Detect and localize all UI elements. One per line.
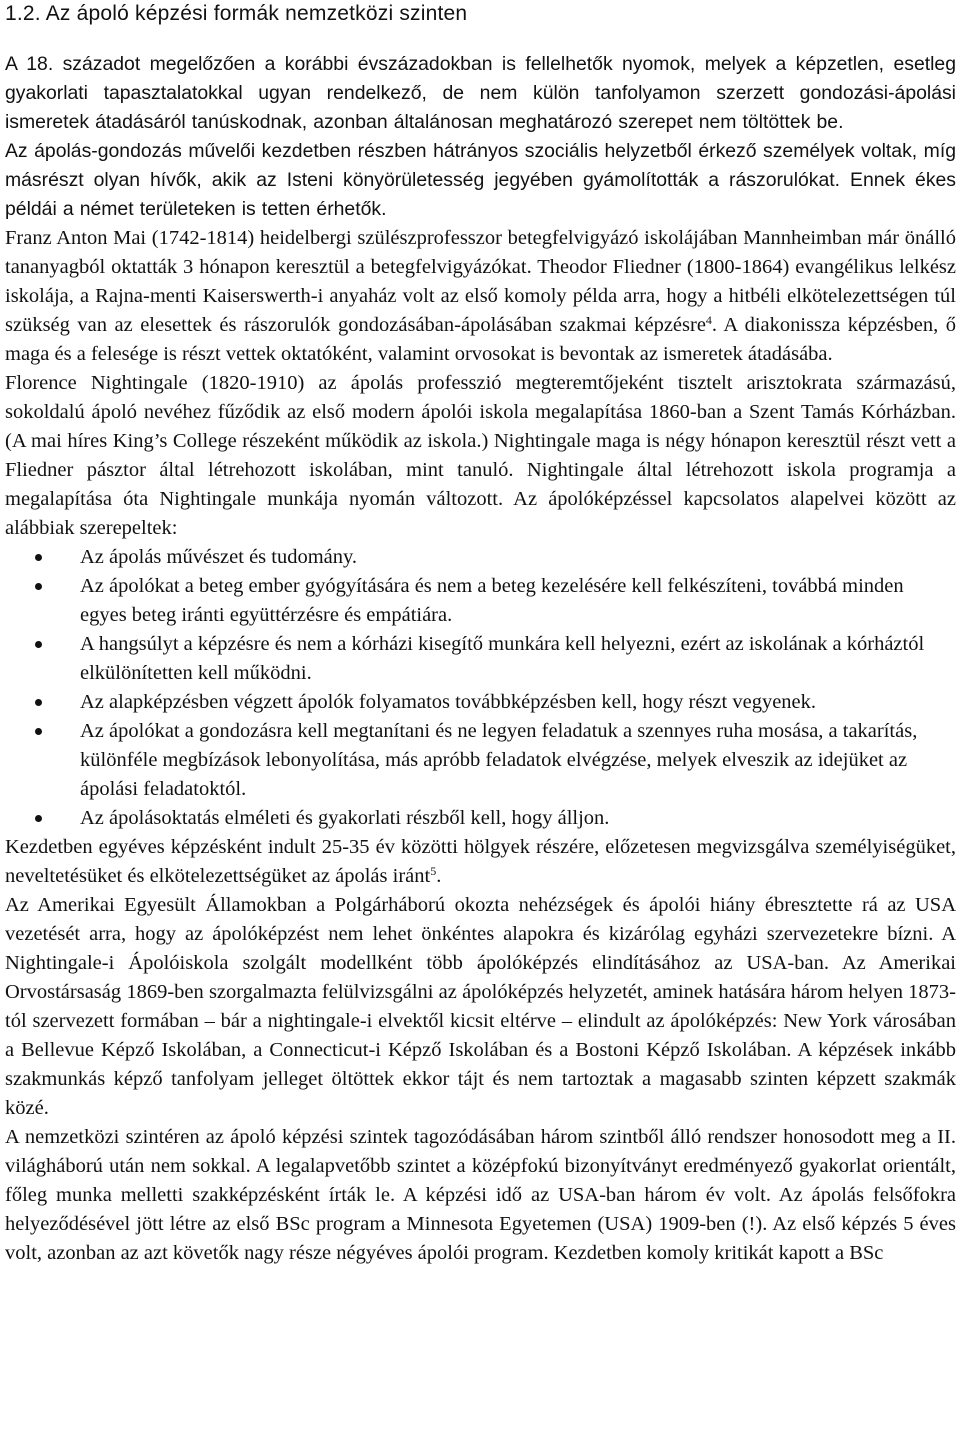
bullet-icon (35, 815, 42, 822)
principles-list (5, 543, 956, 833)
text-run: Franz Anton Mai (1742-1814) heidelbergi szülészprofesszor betegfelvigyázó iskolájában Mannheimban már önálló tananyagból oktatták 3 hónapon keresztül a betegfelvigyázókat. Theodor Fliedner (1800-1864) evangélikus lelkész iskolája, a Rajna-menti Kaiserswerth-i anyaház volt az első komoly példa arra, hogy a hitbéli elkötelezettségen túl szükség van az elesettek és rászorulók gondozásában-ápolásában szakmai képzésre (5, 227, 956, 336)
bullet-icon (35, 641, 42, 648)
bullet-icon (35, 554, 42, 561)
list-item (5, 572, 956, 630)
list-item-text: Az ápolókat a beteg ember gyógyítására és nem a beteg kezelésére kell felkészíteni, továbbá minden egyes beteg iránti együttérzésre és empátiára. (80, 575, 904, 626)
paragraph-international-levels: A nemzetközi szintéren az ápoló képzési szintek tagozódásában három szintből álló rendszer honosodott meg a II. világháború után nem sokkal. A legalapvetőbb szintet a középfokú bizonyítványt eredményező gyakorlat orientált, főleg munka melletti szakképzésként írták le. A képzési idő az USA-ban három év volt. Az ápolás felsőfokra helyeződésével jött létre az első BSc program a Minnesota Egyetemen (USA) 1909-ben (!). Az első képzés 5 éves volt, azonban az azt követők nagy része négyéves ápolói program. Kezdetben komoly kritikát kapott a BSc (5, 1126, 956, 1264)
text-run: . A diakonissza képzésben, ő maga és a felesége is részt vettek oktatóként, valamint orvosokat is bevontak az ismeretek átadásába. (5, 314, 956, 365)
list-item (5, 717, 956, 804)
bullet-icon (35, 728, 42, 735)
paragraph-caregivers: Az ápolás-gondozás művelői kezdetben részben hátrányos szociális helyzetből érkező személyek voltak, míg másrészt olyan hívők, akik az Isteni könyörületesség jegyében gyámolították a rászorulókat. Ennek ékes példái a német területeken is tetten érhetők. (5, 140, 956, 220)
list-item-text: Az ápolókat a gondozásra kell megtanítani és ne legyen feladatuk a szennyes ruha mosása, a takarítás, különféle megbízások lebonyolítása, más apróbb feladatok elvégzése, melyek elveszik az idejüket az ápolási feladatoktól. (80, 720, 918, 800)
paragraph-early-schools (5, 224, 956, 369)
paragraph-first-course (5, 833, 956, 891)
list-item (5, 630, 956, 688)
section-heading: 1.2. Az ápoló képzési formák nemzetközi szinten (5, 2, 468, 25)
list-item (5, 688, 956, 717)
list-item-text: Az ápolásoktatás elméleti és gyakorlati részből kell, hogy álljon. (80, 807, 610, 829)
list-item (5, 804, 956, 833)
text-run: . (436, 865, 442, 887)
footnote-ref-4: 4 (705, 313, 712, 327)
list-item-text: A hangsúlyt a képzésre és nem a kórházi kisegítő munkára kell helyezni, ezért az iskolának a kórháztól elkülönítetten kell működni. (80, 633, 925, 684)
bullet-icon (35, 583, 42, 590)
list-item (5, 543, 956, 572)
paragraph-usa: Az Amerikai Egyesült Államokban a Polgárháború okozta nehézségek és ápolói hiány ébresztette rá az USA vezetését arra, hogy az ápolóképzést nem lehet önkéntes alapokra és kizárólag egyházi szervezetekre bízni. A Nightingale-i Ápolóiskola szolgált modellként több ápolóképzés elindításához az USA-ban. Az Amerikai Orvostársaság 1869-ben szorgalmazta felülvizsgálni az ápolóképzés helyzetét, aminek hatására három helyen 1873-tól szervezett formában – bár a nightingale-i elvektől kicsit eltérve – elindult az ápolóképzés: New York városában a Bellevue Képző Iskolában, a Connecticut-i Képző Iskolában és a Bostoni Képző Iskolában. A képzések inkább szakmunkás képző tanfolyam jelleget öltöttek ekkor tájt és nem tartoztak a magasabb szinten képzett szakmák közé. (5, 894, 956, 1119)
footnote-ref-5: 5 (430, 864, 437, 878)
list-item-text: Az ápolás művészet és tudomány. (80, 546, 358, 568)
text-run: Kezdetben egyéves képzésként indult 25-35 év közötti hölgyek részére, előzetesen megvizsgálva személyiségüket, neveltetésüket és elkötelezettségüket az ápolás iránt (5, 836, 956, 887)
list-item-text: Az alapképzésben végzett ápolók folyamatos továbbképzésben kell, hogy részt vegyenek. (80, 691, 817, 713)
document-body (5, 50, 956, 1268)
bullet-icon (35, 699, 42, 706)
paragraph-nightingale: Florence Nightingale (1820-1910) az ápolás professzió megteremtőjeként tisztelt arisztokrata származású, sokoldalú ápoló nevéhez fűződik az első modern ápolói iskola megalapítása 1860-ban a Szent Tamás Kórházban. (A mai híres King’s College részeként működik az iskola.) Nightingale maga is négy hónapon keresztül részt vett a Fliedner pásztor által létrehozott iskolában, mint tanuló. Nightingale által létrehozott iskola programja a megalapítása óta Nightingale munkája nyomán változott. Az ápolóképzéssel kapcsolatos alapelvei között az alábbiak szerepeltek: (5, 372, 956, 539)
paragraph-intro: A 18. századot megelőzően a korábbi évszázadokban is fellelhetők nyomok, melyek a képzetlen, esetleg gyakorlati tapasztalatokkal ugyan rendelkező, de nem külön tanfolyamon szerzett gondozási-ápolási ismeretek átadásáról tanúskodnak, azonban általánosan meghatározó szerepet nem töltöttek be. (5, 53, 956, 133)
